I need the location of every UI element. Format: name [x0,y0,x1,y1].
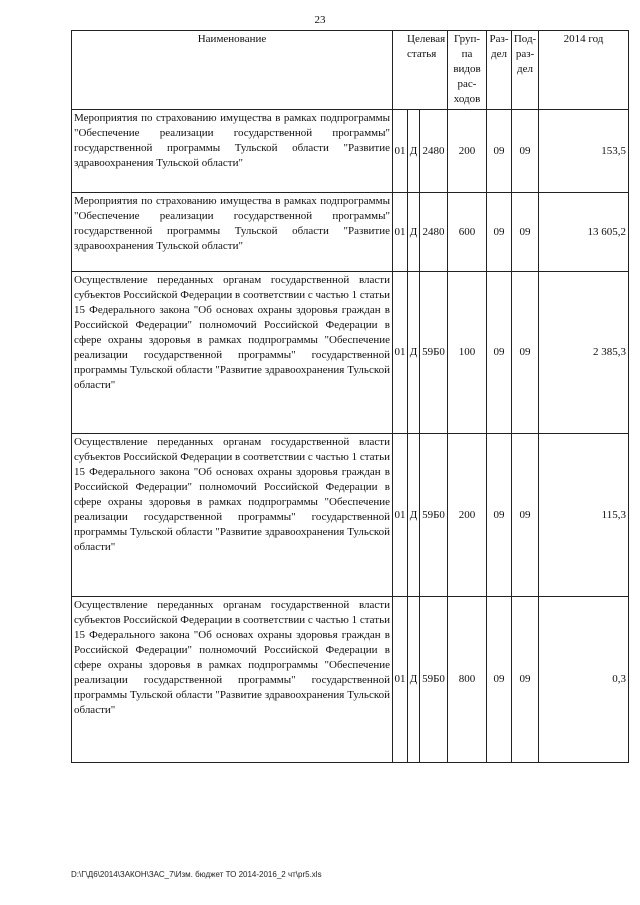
row-expense-group: 200 [448,110,487,193]
header-expense-group-line: видов [453,63,481,75]
header-year: 2014 год [539,31,629,110]
row-amount: 115,3 [539,434,629,597]
row-subsection: 09 [512,597,539,763]
row-code-direction: 59Б0 [420,272,448,434]
file-path-footer: D:\Г\Д6\2014\ЗАКОН\ЗАС_7\Изм. бюджет ТО 2014-2016_2 чт\pr5.xls [71,870,322,879]
row-code-direction: 2480 [420,193,448,272]
row-code-program: 01 [393,193,408,272]
row-code-program: 01 [393,272,408,434]
row-section: 09 [487,434,512,597]
row-expense-group: 600 [448,193,487,272]
header-subsection [512,31,539,110]
row-code-subprogram: Д [408,597,420,763]
row-expense-group: 200 [448,434,487,597]
row-amount: 153,5 [539,110,629,193]
table-row [72,193,629,272]
row-name: Мероприятия по страхованию имущества в рамках подпрограммы "Обеспечение реализации государственной программы" государственной программы Тульской области "Развитие здравоохранения Тульской области" [72,193,393,272]
header-expense-group-line: па [461,48,473,60]
header-section [487,31,512,110]
row-subsection: 09 [512,272,539,434]
table-row [72,110,629,193]
budget-table [71,30,629,763]
header-subsection-line: Под- [513,33,537,45]
row-expense-group: 100 [448,272,487,434]
row-amount: 13 605,2 [539,193,629,272]
row-code-direction: 59Б0 [420,597,448,763]
row-name: Мероприятия по страхованию имущества в рамках подпрограммы "Обеспечение реализации государственной программы" государственной программы Тульской области "Развитие здравоохранения Тульской области" [72,110,393,193]
row-code-program: 01 [393,597,408,763]
table-row [72,597,629,763]
row-code-program: 01 [393,110,408,193]
header-expense-group-line: рас- [457,78,477,90]
header-target-article-text: Целевая статья [407,33,446,60]
row-name: Осуществление переданных органам государственной власти субъектов Российской Федерации в соответствии с частью 1 статьи 15 Федерального закона "Об основах охраны здоровья граждан в Российской Федерации" полномочий Российской Федерации в сфере охраны здоровья в рамках подпрограммы "Обеспечение реализации государственной программы" государственной программы Тульской области "Развитие здравоохранения Тульской области" [72,272,393,434]
row-amount: 0,3 [539,597,629,763]
row-section: 09 [487,272,512,434]
header-subsection-line: дел [517,63,533,75]
header-expense-group [448,31,487,110]
table-header-row [72,31,629,110]
table-row [72,272,629,434]
row-section: 09 [487,193,512,272]
row-code-direction: 59Б0 [420,434,448,597]
row-code-subprogram: Д [408,434,420,597]
table-row [72,434,629,597]
header-expense-group-line: Груп- [453,33,481,45]
row-code-program: 01 [393,434,408,597]
page-number: 23 [314,14,326,26]
row-code-subprogram: Д [408,193,420,272]
row-subsection: 09 [512,434,539,597]
header-subsection-line: раз- [515,48,535,60]
row-subsection: 09 [512,110,539,193]
header-name: Наименование [72,31,393,110]
row-name: Осуществление переданных органам государственной власти субъектов Российской Федерации в соответствии с частью 1 статьи 15 Федерального закона "Об основах охраны здоровья граждан в Российской Федерации" полномочий Российской Федерации в сфере охраны здоровья в рамках подпрограммы "Обеспечение реализации государственной программы" государственной программы Тульской области "Развитие здравоохранения Тульской области" [72,434,393,597]
row-amount: 2 385,3 [539,272,629,434]
header-section-line: Раз- [489,33,509,45]
row-section: 09 [487,597,512,763]
row-subsection: 09 [512,193,539,272]
row-expense-group: 800 [448,597,487,763]
row-code-direction: 2480 [420,110,448,193]
row-code-subprogram: Д [408,110,420,193]
row-section: 09 [487,110,512,193]
row-name: Осуществление переданных органам государственной власти субъектов Российской Федерации в соответствии с частью 1 статьи 15 Федерального закона "Об основах охраны здоровья граждан в Российской Федерации" полномочий Российской Федерации в сфере охраны здоровья в рамках подпрограммы "Обеспечение реализации государственной программы" государственной программы Тульской области "Развитие здравоохранения Тульской области" [72,597,393,763]
header-target-article [393,31,448,110]
header-expense-group-line: ходов [453,93,481,105]
header-section-line: дел [491,48,507,60]
row-code-subprogram: Д [408,272,420,434]
